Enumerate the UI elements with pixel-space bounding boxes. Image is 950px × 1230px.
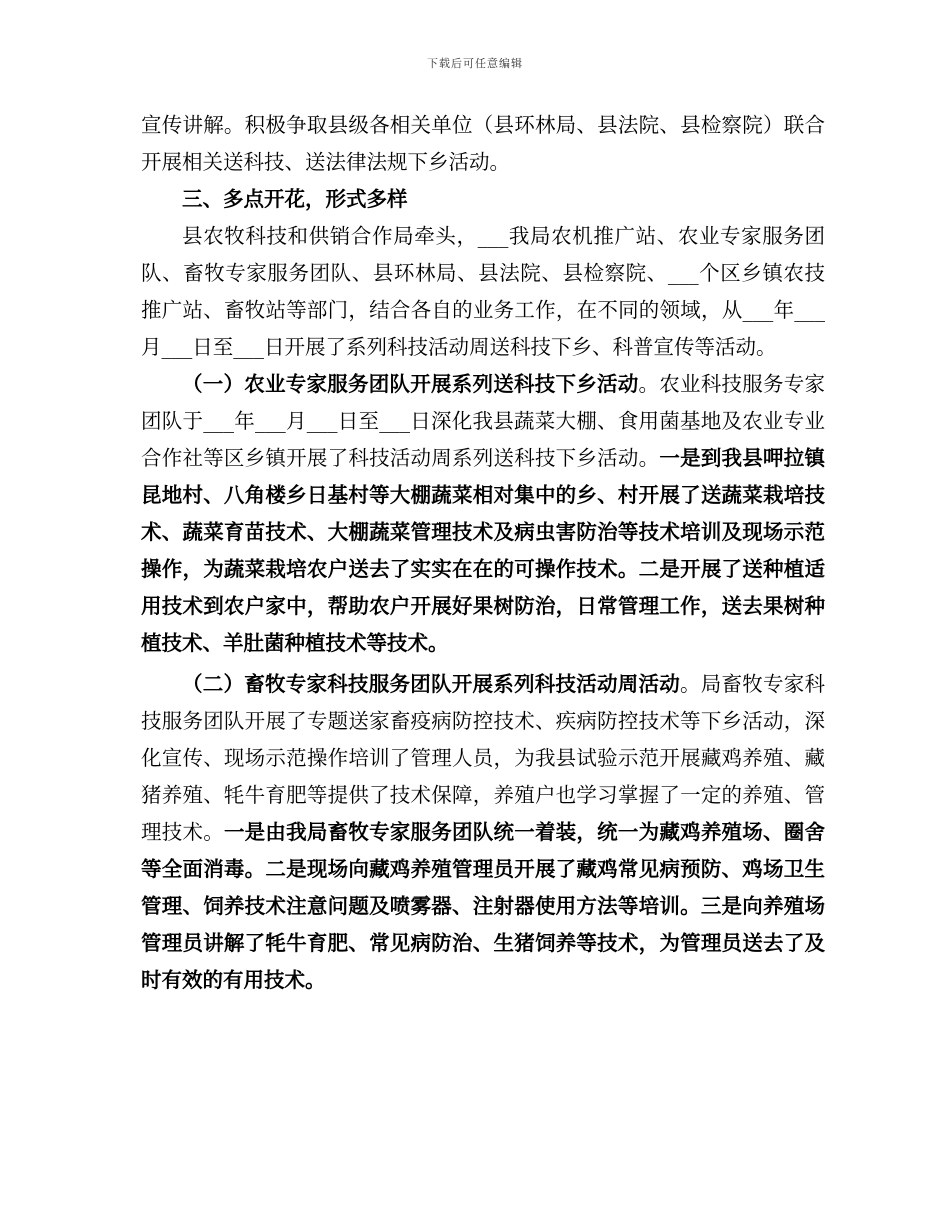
section-heading: 三、多点开花，形式多样 — [182, 187, 408, 211]
paragraph-continuation: 宣传讲解。积极争取县级各相关单位（县环林局、县法院、县检察院）联合开展相关送科技、送法律法规下乡活动。 — [141, 113, 825, 174]
subheading-agriculture-team: （一）农业专家服务团队开展系列送科技下乡活动 — [182, 372, 639, 396]
livestock-team-summary: 。局畜牧专家科技服务团队开展了专题送家畜疫病防控技术、疾病防控技术等下乡活动，深化宣传、现场示范操作培训了管理人员，为我县试验示范开展藏鸡养殖、藏猪养殖、牦牛育肥等提供了技术保障，养殖户也学习掌握了一定的养殖、管理技术。 — [141, 672, 825, 844]
page-header: 下载后可任意编辑 — [427, 57, 523, 70]
livestock-team-details: 一是由我局畜牧专家服务团队统一着装，统一为藏鸡养殖场、圈舍等全面消毒。二是现场向藏鸡养殖管理员开展了藏鸡常见病预防、鸡场卫生管理、饲养技术注意问题及喷雾器、注射器使用方法等培训。三是向养殖场管理员讲解了牦牛育肥、常见病防治、生猪饲养等技术，为管理员送去了及时有效的有用技术。 — [141, 820, 825, 992]
paragraph-livestock-team — [141, 666, 825, 999]
paragraph-overview: 县农牧科技和供销合作局牵头，___我局农机推广站、农业专家服务团队、畜牧专家服务团队、县环林局、县法院、县检察院、___个区乡镇农技推广站、畜牧站等部门，结合各自的业务工作，在不同的领域，从___年___月___日至___日开展了系列科技活动周送科技下乡、科普宣传等活动。 — [141, 224, 825, 359]
subheading-livestock-team: （二）畜牧专家科技服务团队开展系列科技活动周活动 — [182, 672, 680, 696]
paragraph-agriculture-team — [141, 366, 825, 662]
document-body — [141, 107, 825, 999]
agriculture-team-summary: 。农业科技服务专家团队于___年___月___日至___日深化我县蔬菜大棚、食用菌基地及农业专业合作社等区乡镇开展了科技活动周系列送科技下乡活动。 — [141, 372, 825, 470]
agriculture-team-details: 一是到我县呷拉镇昆地村、八角楼乡日基村等大棚蔬菜相对集中的乡、村开展了送蔬菜栽培技术、蔬菜育苗技术、大棚蔬菜管理技术及病虫害防治等技术培训及现场示范操作，为蔬菜栽培农户送去了实实在在的可操作技术。二是开展了送种植适用技术到农户家中，帮助农户开展好果树防治，日常管理工作，送去果树种植技术、羊肚菌种植技术等技术。 — [141, 446, 825, 655]
